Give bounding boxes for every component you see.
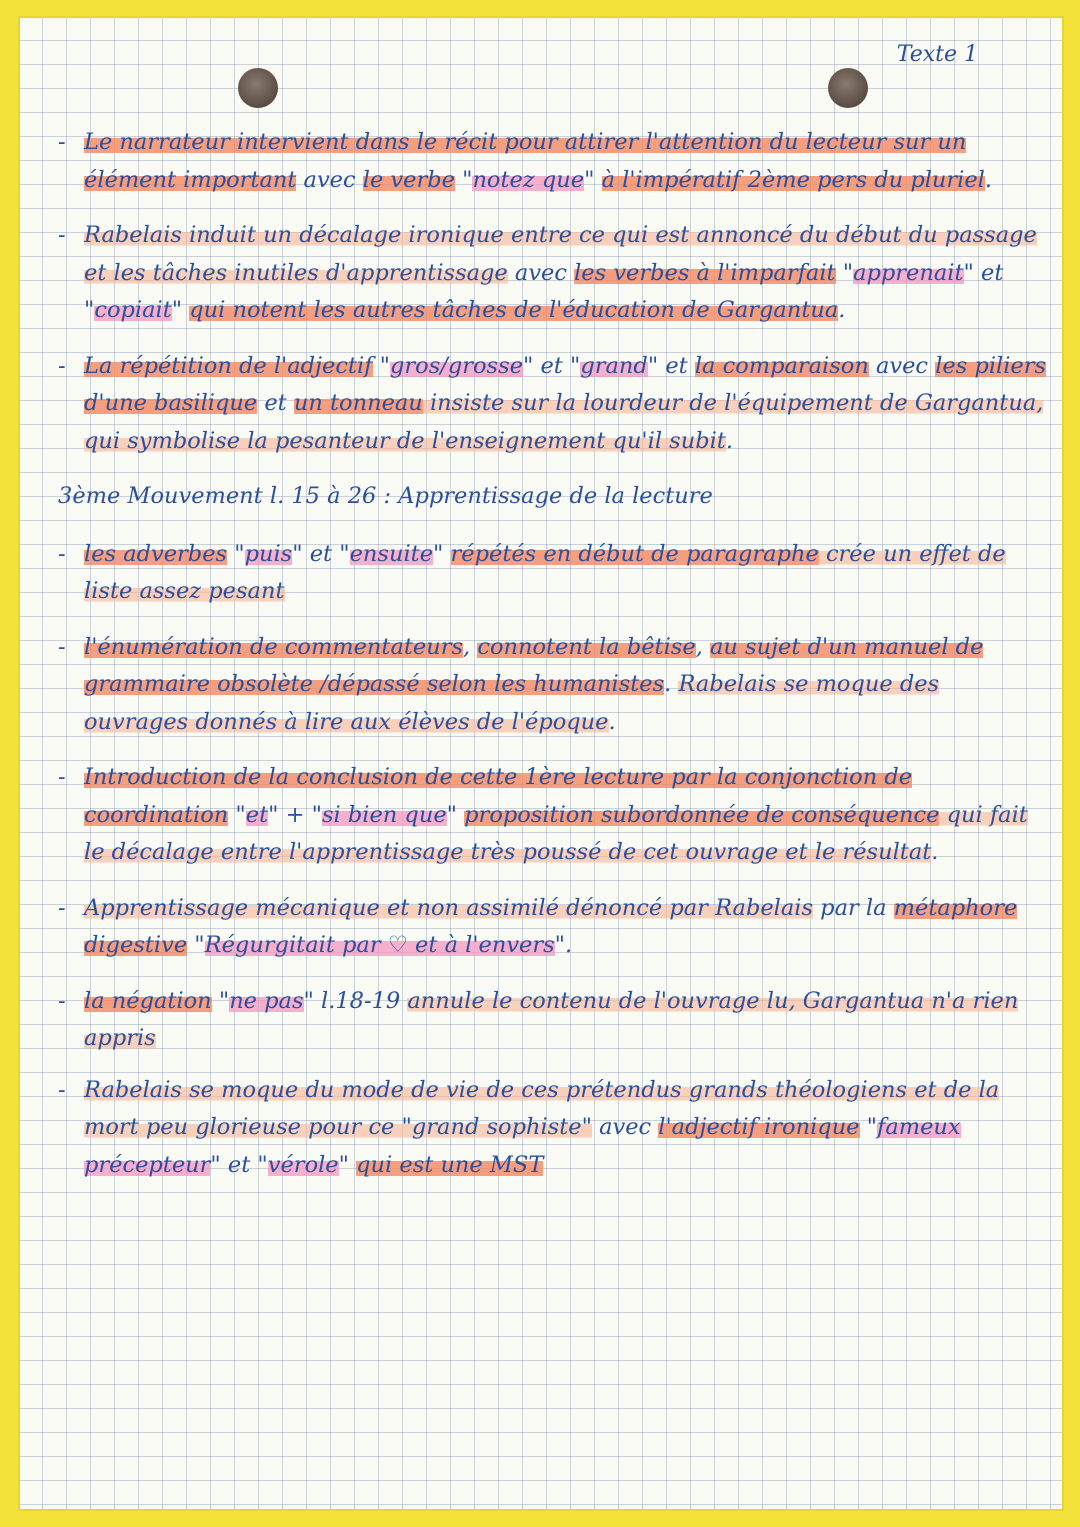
note-8: - Rabelais se moque du mode de vie de ces prétendus grands théologiens et de la mort peu glorieuse pour ce "grand sophiste" avec l'adjectif ironique "fameux précepteur" et "vérole" qui est une MST bbox=[58, 1076, 1000, 1178]
note-segment: l'adjectif ironique bbox=[658, 1114, 860, 1140]
note-segment: les verbes à l'imparfait bbox=[574, 259, 836, 286]
note-segment: et bbox=[245, 801, 269, 828]
note-segment: au sujet d'un manuel de grammaire obsolète /dépassé selon les humanistes bbox=[84, 633, 984, 697]
note-segment: " bbox=[372, 352, 391, 379]
note-segment: La répétition de l'adjectif bbox=[84, 352, 373, 379]
note-segment: . bbox=[725, 427, 733, 454]
note-segment: Rabelais se moque du mode de vie de ces prétendus grands théologiens et de la mort peu glorieuse pour ce "grand sophiste" bbox=[84, 1076, 1000, 1140]
note-6: - Apprentissage mécanique et non assimilé dénoncé par Rabelais par la métaphore digestive "Régurgitait par ♡ et à l'envers". bbox=[58, 894, 1018, 958]
note-segment: . bbox=[984, 166, 993, 193]
note-segment: proposition subordonnée de conséquence bbox=[464, 801, 940, 828]
note-segment: " bbox=[446, 801, 465, 828]
notebook-page bbox=[18, 16, 1064, 1511]
notes-body bbox=[58, 124, 1048, 1202]
note-segment: avec bbox=[868, 352, 936, 379]
note-segment: avec bbox=[591, 1114, 659, 1140]
note-segment: " bbox=[454, 166, 473, 193]
note-segment: ". bbox=[554, 932, 573, 958]
note-segment: si bien que bbox=[321, 801, 447, 828]
note-segment: . bbox=[608, 708, 616, 735]
note-segment: " et " bbox=[292, 540, 350, 567]
note-segment: Apprentissage mécanique et non assimilé dénoncé par Rabelais bbox=[84, 894, 814, 921]
note-segment: " bbox=[584, 166, 602, 193]
note-segment: . bbox=[664, 671, 679, 697]
note-segment: apprenait bbox=[853, 259, 964, 286]
note-segment: le verbe bbox=[362, 166, 455, 193]
note-segment: Rabelais se moque des ouvrages donnés à lire aux élèves de l'époque bbox=[84, 671, 940, 735]
note-segment: " bbox=[171, 297, 190, 323]
note-segment: " et bbox=[647, 352, 695, 379]
note-segment: à l'impératif 2ème pers du pluriel bbox=[601, 166, 985, 193]
note-segment: . bbox=[838, 297, 846, 323]
note-segment: qui fait le décalage entre l'apprentissage très poussé de cet ouvrage et le résultat bbox=[84, 801, 1028, 865]
note-segment: , bbox=[463, 633, 478, 660]
note-3: - les adverbes "puis" et "ensuite" répétés en début de paragraphe crée un effet de liste assez pesant bbox=[58, 540, 1006, 604]
note-segment: connotent la bêtise bbox=[477, 633, 696, 660]
note-segment: " et " bbox=[522, 352, 581, 379]
note-7: - la négation "ne pas" l.18-19 annule le contenu de l'ouvrage lu, Gargantua n'a rien appris bbox=[58, 987, 1019, 1051]
note-segment: vérole bbox=[267, 1151, 339, 1178]
note-segment: par la bbox=[813, 894, 894, 921]
punch-hole-left bbox=[238, 68, 278, 108]
note-0: - Le narrateur intervient dans le récit pour attirer l'attention du lecteur sur un élément important avec le verbe "notez que" à l'impératif 2ème pers du pluriel. bbox=[58, 129, 993, 193]
note-segment: notez que bbox=[472, 166, 585, 193]
note-segment: " et " bbox=[210, 1151, 268, 1178]
note-segment: grand bbox=[580, 352, 648, 379]
note-segment: " et " bbox=[84, 259, 1004, 323]
page-title: Texte 1 bbox=[896, 42, 978, 67]
note-segment: " bbox=[227, 540, 245, 567]
note-segment: avec bbox=[507, 259, 575, 286]
note-5: - Introduction de la conclusion de cette 1ère lecture par la conjonction de coordination "et" + "si bien que" proposition subordonnée de conséquence qui fait le décalage entre l'apprentissage très poussé de cet ouvrage et le résultat. bbox=[58, 764, 1028, 865]
note-segment: Rabelais induit un décalage ironique entre ce qui est annoncé du début du passage et les tâches inutiles d'apprentissage bbox=[84, 222, 1037, 286]
note-segment: " bbox=[835, 259, 854, 286]
note-segment: insiste sur la lourdeur de l'équipement de Gargantua, qui symbolise la pesanteur de l'enseignement qu'il subit bbox=[84, 390, 1044, 454]
note-segment: avec bbox=[296, 166, 363, 193]
note-segment: Introduction de la conclusion de cette 1ère lecture par la conjonction de coordination bbox=[84, 764, 913, 828]
note-segment: fameux précepteur bbox=[84, 1114, 961, 1178]
note-segment: " bbox=[187, 932, 205, 958]
note-segment: " + " bbox=[268, 801, 322, 828]
note-segment: " bbox=[859, 1114, 878, 1140]
note-segment: et bbox=[257, 390, 294, 416]
punch-hole-right bbox=[828, 68, 868, 108]
note-segment: un tonneau bbox=[293, 390, 423, 416]
note-segment: Régurgitait par ♡ et à l'envers bbox=[204, 932, 555, 958]
note-segment: la négation bbox=[84, 987, 212, 1014]
note-segment: la comparaison bbox=[694, 352, 869, 379]
note-4: - l'énumération de commentateurs, connotent la bêtise, au sujet d'un manuel de grammaire obsolète /dépassé selon les humanistes. Rabelais se moque des ouvrages donnés à lire aux élèves de l'époque. bbox=[58, 633, 984, 735]
note-segment: , bbox=[695, 633, 710, 660]
note-segment: qui notent les autres tâches de l'éducation de Gargantua bbox=[189, 297, 839, 323]
note-segment: gros/grosse bbox=[390, 352, 523, 379]
note-segment: " l.18-19 bbox=[303, 987, 408, 1014]
note-segment: ensuite bbox=[349, 540, 434, 567]
note-segment: " bbox=[433, 540, 451, 567]
note-segment: ne pas bbox=[229, 987, 304, 1014]
note-segment: " bbox=[228, 801, 246, 828]
note-segment: puis bbox=[244, 540, 293, 567]
note-segment: annule le contenu de l'ouvrage lu, Gargantua n'a rien appris bbox=[84, 987, 1019, 1051]
note-segment: " bbox=[338, 1151, 357, 1178]
note-segment: . bbox=[931, 839, 939, 865]
note-segment: qui est une MST bbox=[356, 1151, 544, 1178]
note-segment: copiait bbox=[94, 297, 172, 323]
note-segment: Le narrateur intervient dans le récit pour attirer l'attention du lecteur sur un élément important bbox=[84, 129, 967, 193]
note-segment: les piliers d'une basilique bbox=[84, 352, 1047, 416]
note-segment: l'énumération de commentateurs bbox=[84, 633, 464, 660]
section-heading: 3ème Mouvement l. 15 à 26 : Apprentissage de la lecture bbox=[58, 483, 713, 509]
note-segment: métaphore digestive bbox=[84, 894, 1018, 958]
note-segment: les adverbes bbox=[84, 540, 228, 567]
note-1: - Rabelais induit un décalage ironique entre ce qui est annoncé du début du passage et les tâches inutiles d'apprentissage avec les verbes à l'imparfait "apprenait" et "copiait" qui notent les autres tâches de l'éducation de Gargantua. bbox=[58, 222, 1037, 323]
note-segment: répétés en début de paragraphe bbox=[450, 540, 819, 567]
note-2: - La répétition de l'adjectif "gros/grosse" et "grand" et la comparaison avec les piliers d'une basilique et un tonneau insiste sur la lourdeur de l'équipement de Gargantua, qui symbolise la pesanteur de l'enseignement qu'il subit. bbox=[58, 352, 1047, 454]
note-segment: crée un effet de liste assez pesant bbox=[84, 540, 1006, 604]
note-segment: " bbox=[211, 987, 230, 1014]
